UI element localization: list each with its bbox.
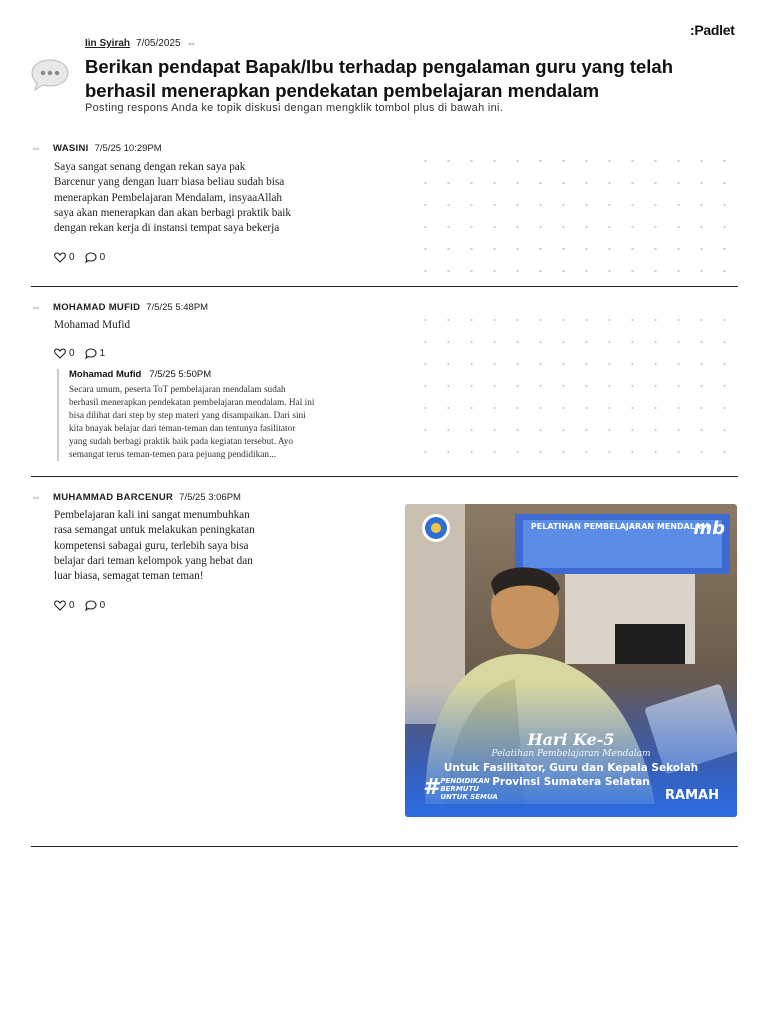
link-icon[interactable]: ⇔ xyxy=(31,302,41,313)
post-card xyxy=(31,489,738,847)
like-button[interactable] xyxy=(54,252,75,263)
image-line1: Untuk Fasilitator, Guru dan Kepala Sekolah xyxy=(443,762,699,774)
post-body: Saya sangat senang dengan rekan saya pak Barcenur yang dengan luarr biasa beliau sudah bisa menerapkan Pembelajaran Mendalam, insyaaAllah saya akan menerapkan dan akan berbagi praktik baik dengan rekan kerja di instansi tempat saya bekerja xyxy=(54,161,292,235)
post-actions xyxy=(54,348,105,359)
post-author: WASINI xyxy=(53,143,89,154)
link-icon[interactable]: ⇔ xyxy=(31,143,41,154)
post-meta xyxy=(31,492,241,503)
reply-author: Mohamad Mufid xyxy=(69,369,142,380)
post-author: MOHAMAD MUFID xyxy=(53,302,141,313)
link-icon[interactable]: ⇔ xyxy=(31,492,41,503)
post-timestamp: 7/5/25 3:06PM xyxy=(179,492,241,503)
image-heading: Hari Ke-5 xyxy=(527,730,615,749)
comment-count: 1 xyxy=(99,348,106,359)
ramah-badge: RAMAH xyxy=(665,788,719,803)
comment-reply xyxy=(57,369,404,461)
dot-pattern xyxy=(414,150,736,278)
heart-icon xyxy=(54,600,66,611)
comment-count: 0 xyxy=(99,252,106,263)
comment-icon xyxy=(85,252,97,263)
post-card xyxy=(31,140,738,287)
post-actions xyxy=(54,600,105,611)
padlet-logo[interactable]: :Padlet xyxy=(690,22,735,38)
header-meta xyxy=(85,38,197,49)
header-author[interactable]: Iin Syirah xyxy=(85,38,131,49)
heart-icon xyxy=(54,348,66,359)
hashtag-badge: # PENDIDIKAN BERMUTU UNTUK SEMUA xyxy=(423,775,498,801)
image-line2: Provinsi Sumatera Selatan xyxy=(492,776,650,788)
link-icon[interactable]: ⇔ xyxy=(186,38,197,49)
post-image[interactable] xyxy=(405,504,737,817)
comment-button[interactable] xyxy=(85,600,106,611)
post-timestamp: 7/5/25 10:29PM xyxy=(94,143,162,154)
post-meta xyxy=(31,302,208,313)
page-subtitle: Posting respons Anda ke topik diskusi dengan mengklik tombol plus di bawah ini. xyxy=(85,102,504,114)
dot-pattern xyxy=(414,309,736,453)
post-timestamp: 7/5/25 5:48PM xyxy=(146,302,209,313)
comment-icon xyxy=(85,348,97,359)
comment-button[interactable] xyxy=(85,348,106,359)
comment-icon xyxy=(85,600,97,611)
image-subheading: Pelatihan Pembelajaran Mendalam xyxy=(491,749,651,759)
banner-title: PELATIHAN PEMBELAJARAN MENDALAM xyxy=(530,522,710,531)
heart-icon xyxy=(54,252,66,263)
post-author: MUHAMMAD BARCENUR xyxy=(53,492,174,503)
post-actions xyxy=(54,252,105,263)
like-button[interactable] xyxy=(54,600,75,611)
chat-bubble-icon xyxy=(30,58,70,92)
header-date: 7/05/2025 xyxy=(136,38,181,49)
reply-meta xyxy=(69,369,404,380)
like-count: 0 xyxy=(69,348,75,359)
reply-body: Secara umum, peserta ToT pembelajaran mendalam sudah berhasil menerapkan pendekatan pembelajaran mendalam. Hal ini bisa dilihat dari step by step materi yang disampaikan. Dari sini kita bnayak belajar dari teman-teman dan tentunya fasilitator yang sudah berbagi praktik baik pada kegiatan tersebut. Ayo semangat terus teman-temen para pejuang pendidikan... xyxy=(69,385,315,460)
like-count: 0 xyxy=(69,252,75,263)
post-meta xyxy=(31,143,162,154)
like-count: 0 xyxy=(69,600,75,611)
like-button[interactable] xyxy=(54,348,75,359)
post-body: Mohamad Mufid xyxy=(54,319,131,331)
brand-mark: mb xyxy=(693,518,725,539)
post-card xyxy=(31,299,738,477)
page-title: Berikan pendapat Bapak/Ibu terhadap pengalaman guru yang telah berhasil menerapkan pendekatan pembelajaran mendalam xyxy=(85,56,674,101)
comment-count: 0 xyxy=(99,600,106,611)
comment-button[interactable] xyxy=(85,252,106,263)
post-body: Pembelajaran kali ini sangat menumbuhkan rasa semangat untuk melakukan peningkatan kompetensi sabagai guru, terlebih saya bisa belajar dari teman kelompok yang hebat dan luar biasa, semagat teman teman! xyxy=(54,509,255,583)
reply-timestamp: 7/5/25 5:50PM xyxy=(149,369,212,380)
